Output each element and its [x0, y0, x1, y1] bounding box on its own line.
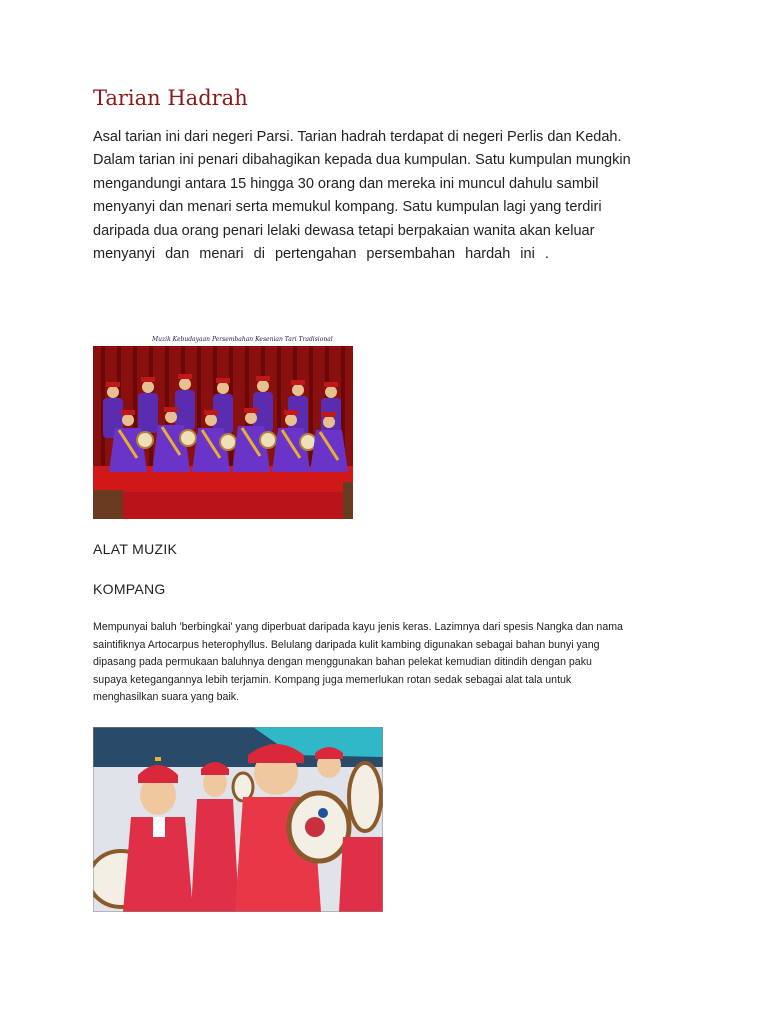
- intro-line: Asal tarian ini dari negeri Parsi. Tarian hadrah terdapat di negeri Perlis dan Kedah.: [93, 129, 622, 145]
- description-line: dipasang pada permukaan baluhnya dengan menggunakan bahan pelekat kemudian ditindih dengan paku: [93, 656, 592, 669]
- kompang-players-photo: [93, 727, 383, 912]
- description-line: Mempunyai baluh 'berbingkai' yang diperbuat daripada kayu jenis keras. Lazimnya dari spesis Nangka dan nama: [93, 621, 623, 633]
- intro-line: menyanyi dan menari serta memukul kompang. Satu kumpulan lagi yang terdiri: [93, 199, 602, 216]
- intro-line: menyanyi dan menari di pertengahan persembahan hardah ini .: [93, 246, 549, 263]
- intro-line: daripada dua orang penari lelaki dewasa tetapi berpakaian wanita akan keluar: [93, 222, 595, 239]
- description-line: saintifiknya Artocarpus heterophyllus. Belulang daripada kulit kambing digunakan sebagai bahan bunyi yang: [93, 638, 600, 651]
- description-line: menghasilkan suara yang baik.: [93, 691, 240, 704]
- photo-caption: Muzik Kebudayaan Persembahan Kesenian Tari Tradisional: [152, 336, 333, 343]
- section-heading-kompang: KOMPANG: [93, 581, 166, 597]
- intro-line: mengandungi antara 15 hingga 30 orang dan mereka ini muncul dahulu sambil: [93, 175, 599, 192]
- intro-line: Dalam tarian ini penari dibahagikan kepada dua kumpulan. Satu kumpulan mungkin: [93, 152, 631, 169]
- page-title: Tarian Hadrah: [93, 86, 248, 110]
- intro-paragraph: [93, 126, 673, 266]
- description-line: supaya ketegangannya lebih terjamin. Kompang juga memerlukan rotan sedak sebagai alat tala untuk: [93, 673, 572, 686]
- section-heading-alat-muzik: ALAT MUZIK: [93, 541, 178, 557]
- hadrah-performance-photo: [93, 332, 353, 519]
- kompang-description: [93, 619, 693, 707]
